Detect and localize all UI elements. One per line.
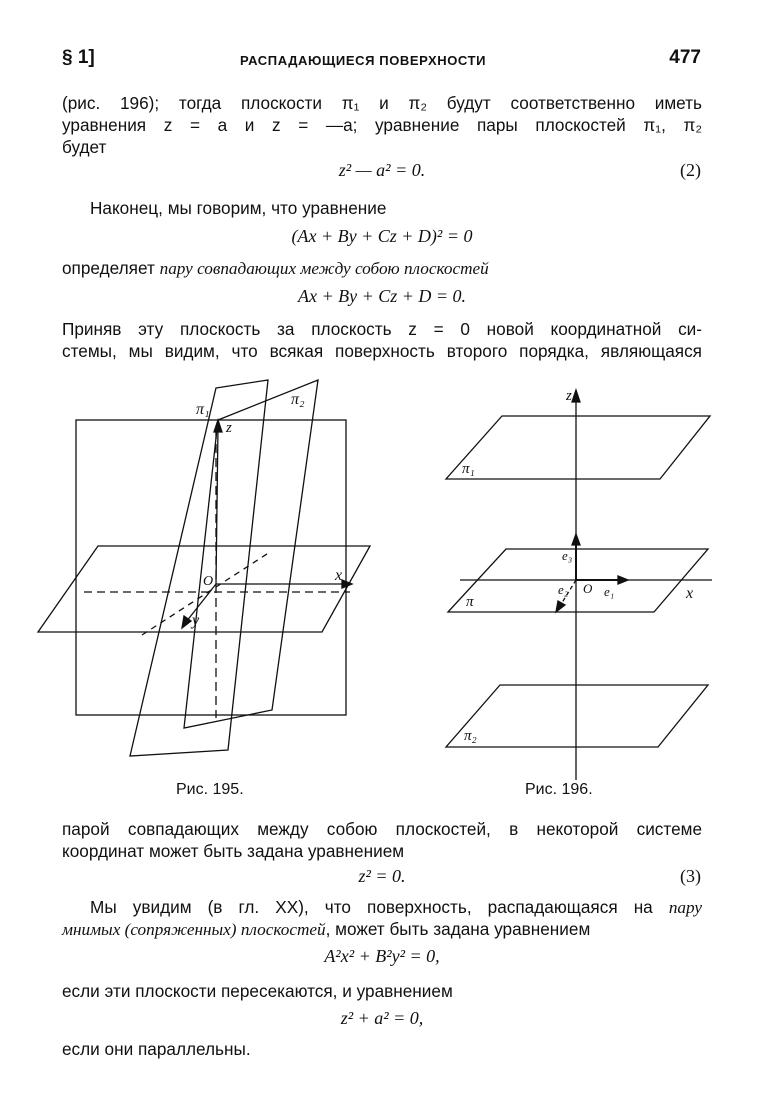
figure-195 xyxy=(38,380,370,756)
label-e2: e₂ xyxy=(558,582,569,597)
equation-2: z² — a² = 0. xyxy=(338,160,426,180)
equation-square: (Ax + By + Cz + D)² = 0 xyxy=(291,226,473,246)
label-z: z xyxy=(226,420,232,436)
page-number: 477 xyxy=(669,47,701,68)
paragraph-line xyxy=(62,918,702,941)
equation-4: A²x² + B²y² = 0, xyxy=(324,946,440,966)
plane-pi1 xyxy=(130,380,268,756)
paragraph-line: парой совпадающих между собою плоскостей, в некоторой системе xyxy=(62,819,702,839)
figure-caption: Рис. 196. xyxy=(525,781,593,798)
e1-arrow-icon xyxy=(618,576,628,584)
paragraph-line: уравнения z = a и z = —a; уравнение пары плоскостей π₁, π₂ xyxy=(62,115,702,135)
paragraph-line: Наконец, мы говорим, что уравнение xyxy=(90,198,387,218)
label-pi: π xyxy=(466,594,474,610)
label-e1: e₁ xyxy=(604,584,615,599)
equation-number: (3) xyxy=(680,866,701,886)
paragraph-line: стемы, мы видим, что всякая поверхность второго порядка, являющаяся xyxy=(62,341,702,361)
equation-plane: Ax + By + Cz + D = 0. xyxy=(297,286,467,306)
text-run: Мы увидим (в гл. XX), что поверхность, распадающаяся на xyxy=(90,897,669,917)
z-arrow-icon xyxy=(214,420,222,432)
equation-3: z² = 0. xyxy=(358,866,406,886)
z-arrow-icon xyxy=(572,390,580,402)
paragraph-line xyxy=(62,257,702,280)
paragraph-line xyxy=(90,896,702,919)
label-z: z xyxy=(566,388,572,404)
plane-pi1 xyxy=(446,416,710,479)
paragraph-line: если они параллельны. xyxy=(62,1039,251,1059)
figure-196 xyxy=(446,388,712,780)
paragraph-line: (рис. 196); тогда плоскости π₁ и π₂ будут соответственно иметь xyxy=(62,93,702,113)
equation-5: z² + a² = 0, xyxy=(340,1008,424,1028)
e3-arrow-icon xyxy=(572,534,580,545)
plane-pi2 xyxy=(446,685,708,747)
emphasis-text: мнимых (сопряженных) плоскостей xyxy=(62,920,326,939)
label-pi1: π₁ xyxy=(196,401,210,418)
hidden-line xyxy=(142,552,270,635)
label-x: x xyxy=(335,567,343,584)
text-run: , может быть задана уравнением xyxy=(325,919,591,939)
running-title: РАСПАДАЮЩИЕСЯ ПОВЕРХНОСТИ xyxy=(240,53,487,68)
equation-number: (2) xyxy=(680,160,701,180)
paragraph-line: Приняв эту плоскость за плоскость z = 0 новой координатной си- xyxy=(62,319,702,339)
paragraph-line: если эти плоскости пересекаются, и уравнением xyxy=(62,981,453,1001)
label-pi2: π₂ xyxy=(464,728,477,744)
label-pi1: π₁ xyxy=(462,461,475,477)
label-origin: O xyxy=(203,574,214,589)
paragraph-line: координат может быть задана уравнением xyxy=(62,841,405,861)
emphasis-text: пару совпадающих между собою плоскостей xyxy=(159,259,489,278)
e2-arrow-icon xyxy=(556,601,565,612)
paragraph-line: будет xyxy=(62,137,107,157)
section-number: § 1] xyxy=(62,47,95,68)
figure-caption: Рис. 195. xyxy=(176,781,244,798)
plane-pi2 xyxy=(184,380,318,728)
label-e3: e₃ xyxy=(562,548,573,563)
emphasis-text: пару xyxy=(668,898,702,917)
text-run: определяет xyxy=(62,258,160,278)
vertical-plane xyxy=(76,420,346,715)
label-y: y xyxy=(192,612,200,629)
figures-area xyxy=(0,370,767,780)
label-origin: O xyxy=(583,581,593,596)
label-x: x xyxy=(686,585,694,602)
label-pi2: π₂ xyxy=(291,391,305,408)
horizontal-plane xyxy=(38,546,370,632)
